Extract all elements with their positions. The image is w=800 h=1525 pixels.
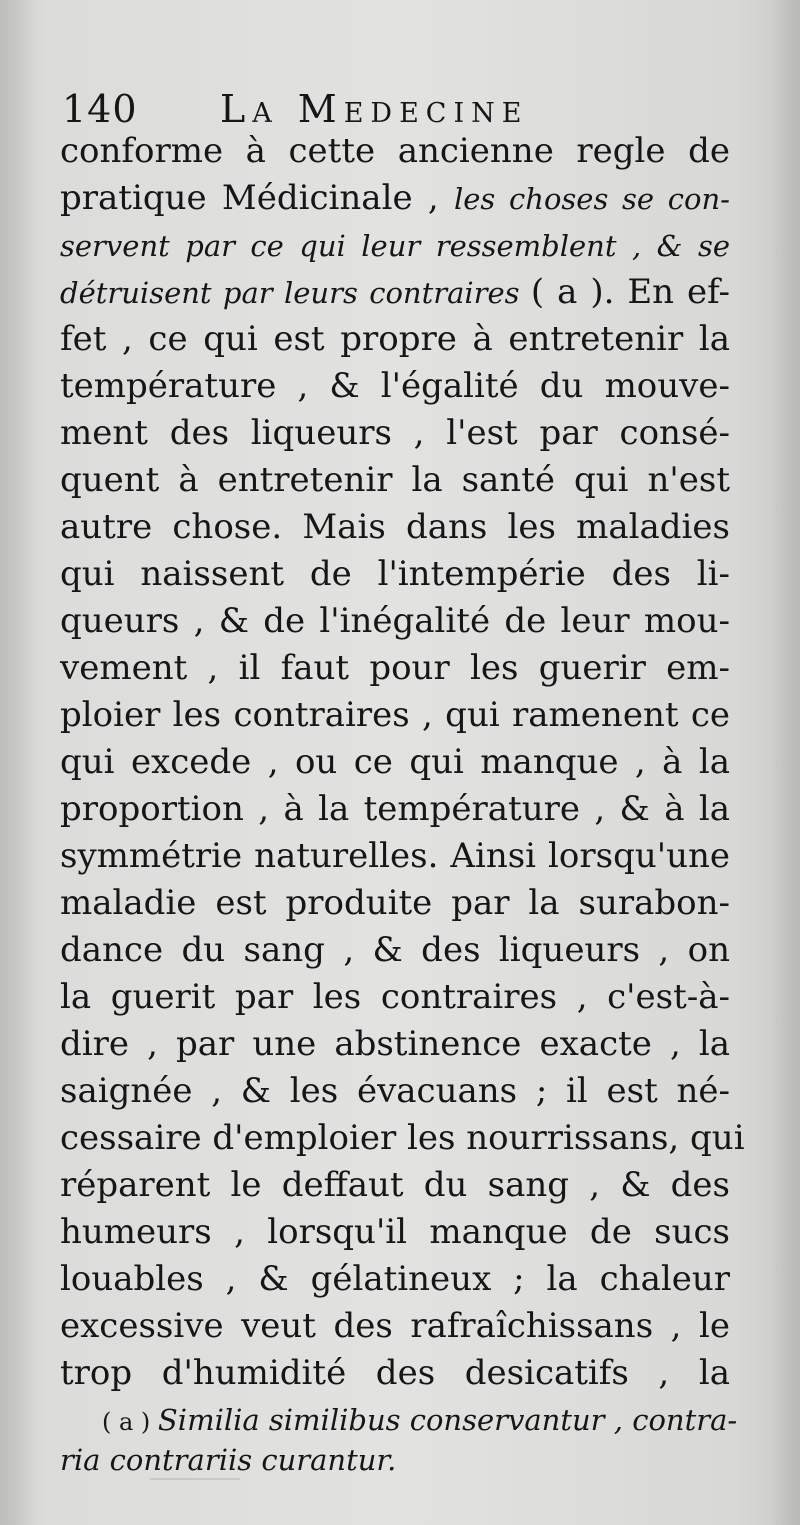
text-line [60,316,730,363]
text-segment: louables , & gélatineux ; la chaleur [60,1259,730,1299]
text-line [60,1303,730,1350]
text-segment: température , & l'égalité du mouve- [60,366,730,406]
text-segment: humeurs , lorsqu'il manque de sucs [60,1212,730,1252]
text-line [60,1256,730,1303]
text-segment: dire , par une abstinence exacte , la [60,1024,730,1064]
text-segment: excessive veut des rafraîchissans , le [60,1306,730,1346]
body-text [60,128,745,1397]
italic-segment: Similia similibus conservantur , contra- [157,1403,738,1437]
text-segment: dance du sang , & des liqueurs , on [60,930,730,970]
text-line [60,880,730,927]
text-segment: conforme à cette ancienne regle de [60,131,730,171]
text-line [60,504,730,551]
text-segment: ploier les contraires , qui ramenent ce [60,695,730,735]
text-segment: quent à entretenir la santé qui n'est [60,460,730,500]
text-segment: proportion , à la température , & à la [60,789,730,829]
page-edge-shadow-right [770,0,800,1525]
italic-segment: ria contrariis curantur. [60,1443,397,1477]
text-segment: fet , ce qui est propre à entretenir la [60,319,730,359]
text-line [60,1440,730,1480]
text-segment: la guerit par les contraires , c'est-à- [60,977,730,1017]
italic-segment: les choses se con- [453,182,730,216]
text-line [60,457,730,504]
text-line [60,598,730,645]
show-through-mark [150,1478,240,1510]
text-segment: ment des liqueurs , l'est par consé- [60,413,730,453]
text-line [102,1400,738,1440]
text-segment: trop d'humidité des desicatifs , la [60,1353,730,1393]
text-line [60,1021,730,1068]
text-line [60,128,730,175]
text-line [60,269,730,316]
text-segment: maladie est produite par la surabon- [60,883,730,923]
text-line [60,175,730,222]
text-segment: queurs , & de l'inégalité de leur mou- [60,601,730,641]
text-line [60,833,730,880]
text-line [60,786,730,833]
text-segment: ( a ). En ef- [530,272,730,312]
text-segment: symmétrie naturelles. Ainsi lorsqu'une [60,836,730,876]
text-line [60,974,730,1021]
text-line [60,222,730,269]
page-number: 140 [62,87,138,131]
text-line [60,1350,730,1397]
text-line [60,1209,730,1256]
italic-segment: détruisent par leurs contraires [60,276,531,310]
text-segment: cessaire d'emploier les nourrissans, qui [60,1118,745,1158]
running-head: La Medecine [220,87,529,131]
page-edge-shadow-left [0,0,36,1525]
text-line [60,927,730,974]
text-line [60,1115,745,1162]
footnote [60,1400,738,1480]
text-line [60,551,730,598]
text-segment: ( a ) [102,1408,158,1436]
page-header [62,84,742,134]
text-line [60,739,730,786]
text-segment: pratique Médicinale , [60,178,454,218]
text-segment: qui naissent de l'intempérie des li- [60,554,730,594]
text-segment: qui excede , ou ce qui manque , à la [60,742,730,782]
text-line [60,692,730,739]
italic-segment: servent par ce qui leur ressemblent , & se [60,229,730,263]
text-segment: saignée , & les évacuans ; il est né- [60,1071,730,1111]
text-line [60,410,730,457]
text-line [60,1068,730,1115]
text-segment: vement , il faut pour les guerir em- [60,648,730,688]
text-line [60,363,730,410]
text-segment: autre chose. Mais dans les maladies [60,507,730,547]
text-line [60,1162,730,1209]
text-line [60,645,730,692]
text-segment: réparent le deffaut du sang , & des [60,1165,730,1205]
